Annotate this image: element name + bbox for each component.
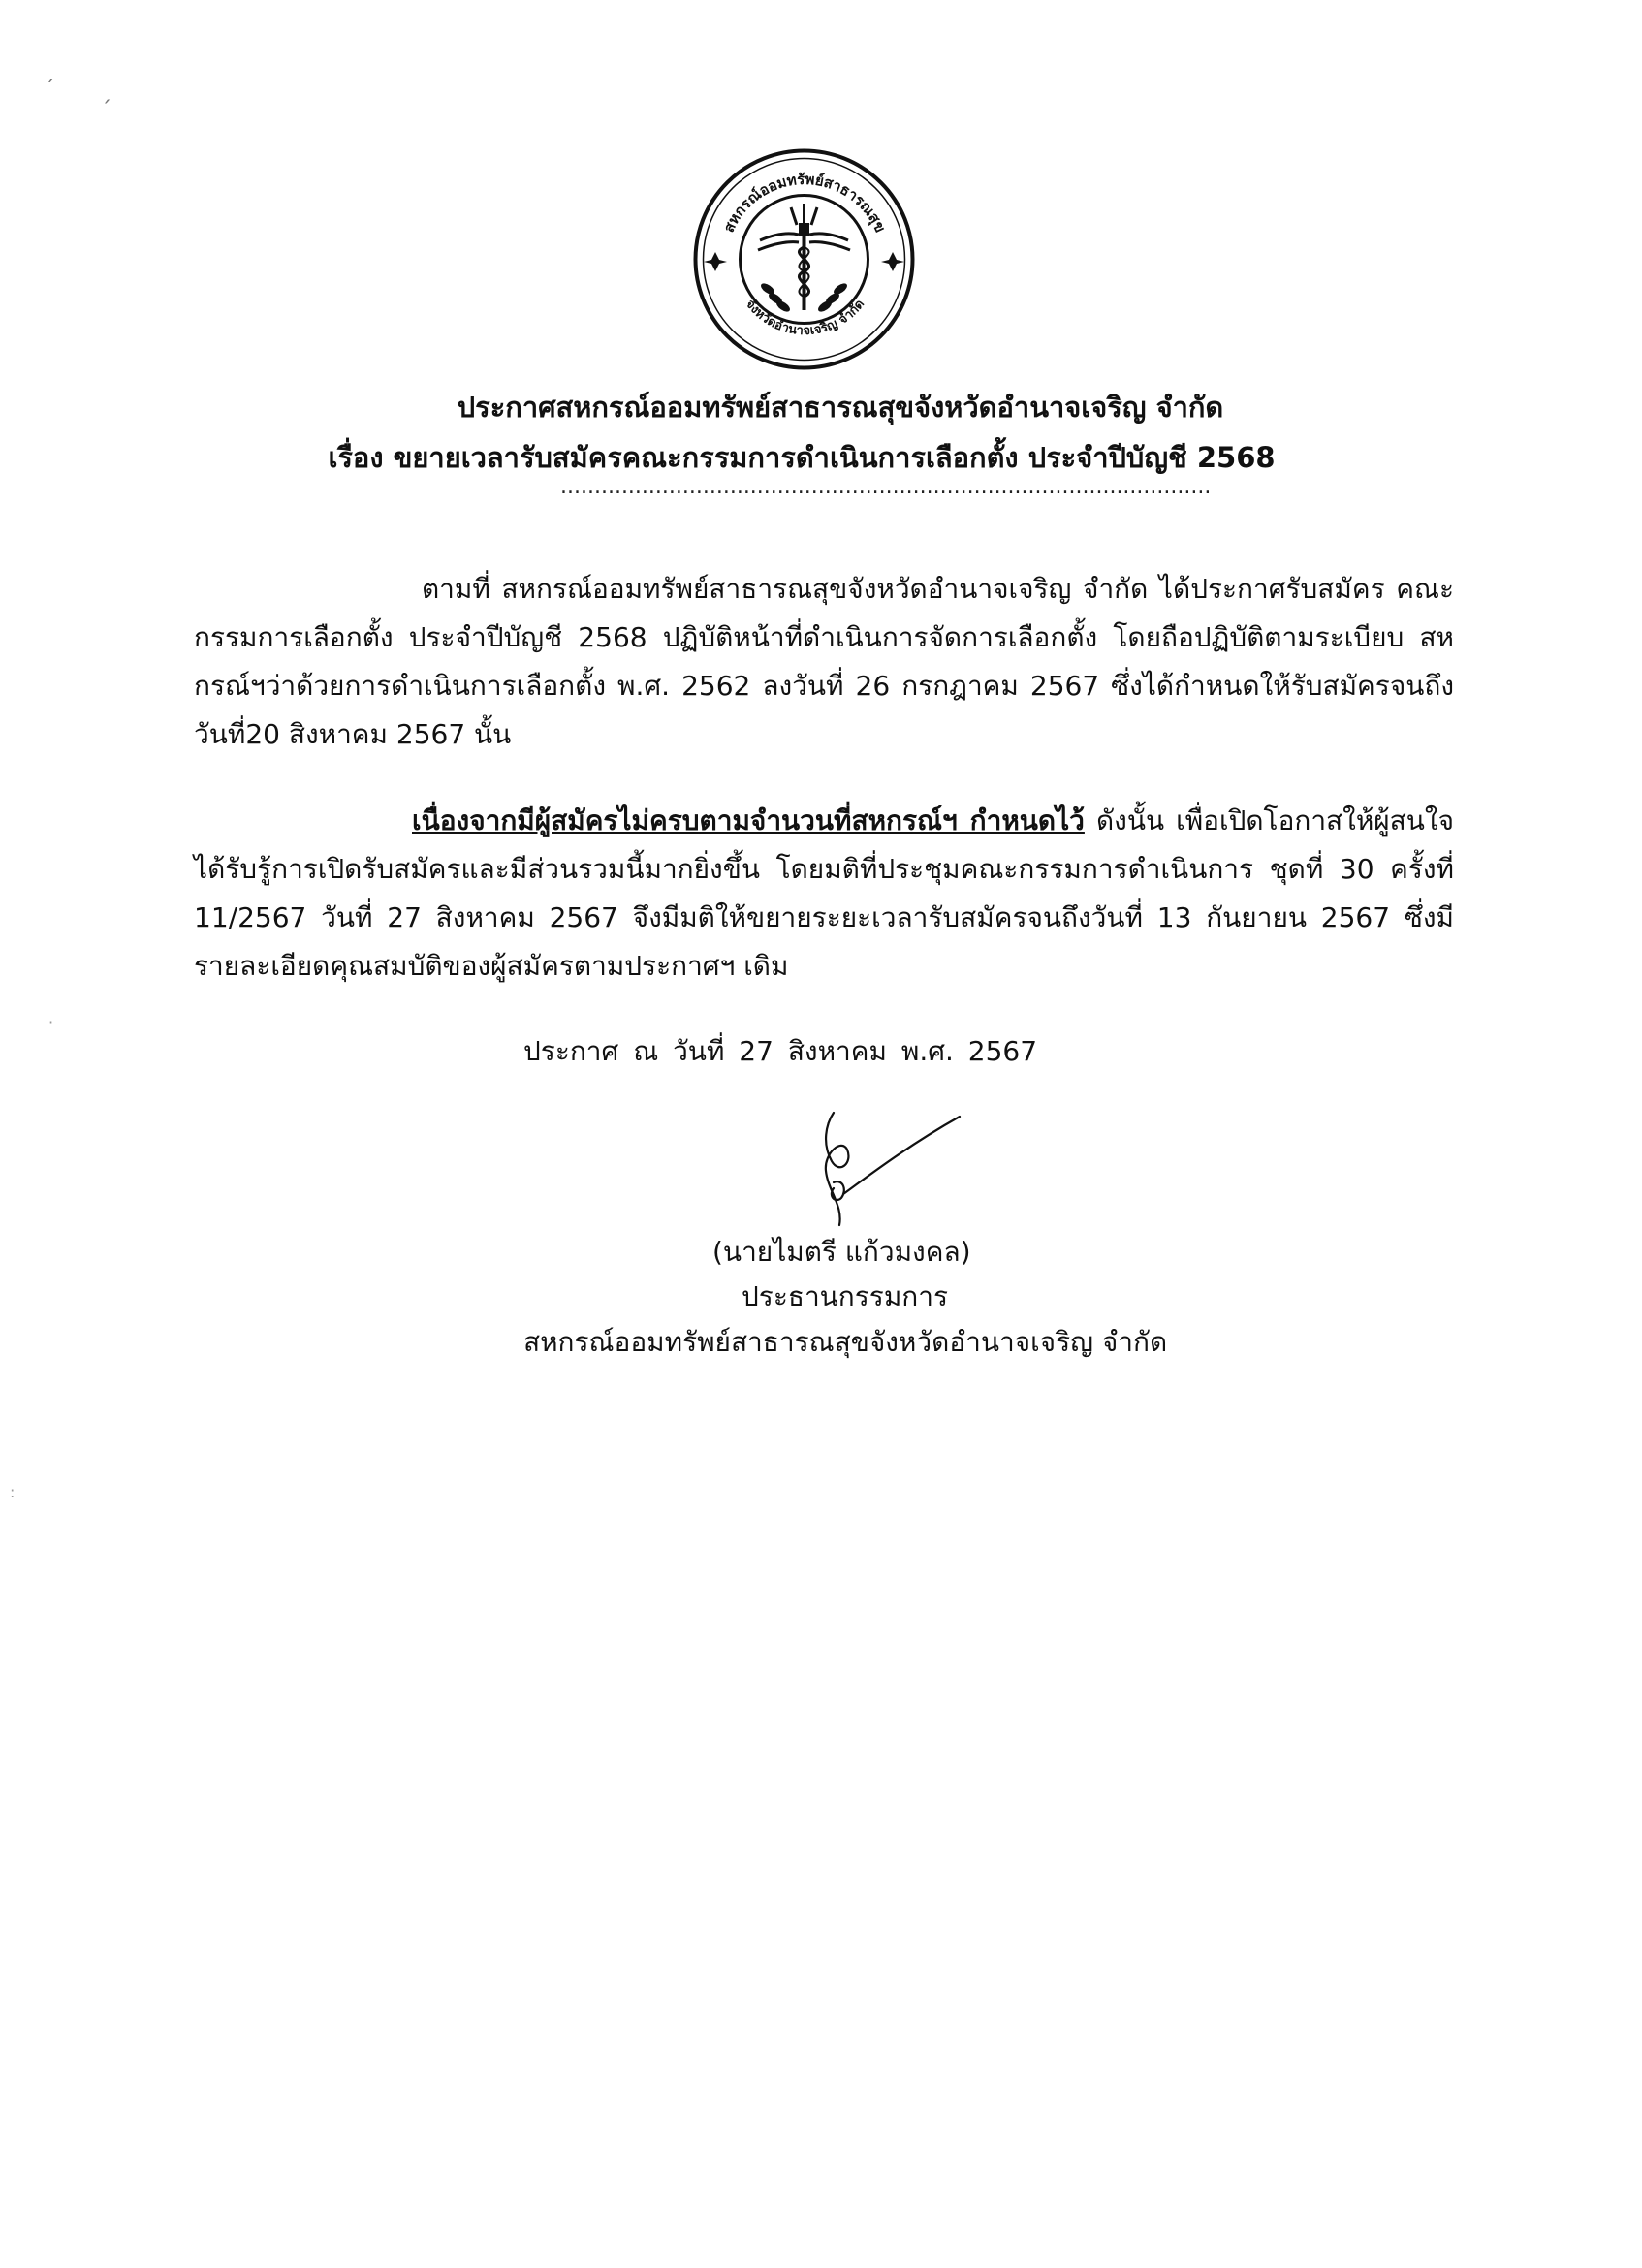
dotted-separator: ................................................................................................ xyxy=(560,475,1212,499)
paragraph-2-emphasis: เนื่องจากมีผู้สมัครไม่ครบตามจำนวนที่สหกรณ์ฯ กำหนดไว้ xyxy=(412,804,1085,836)
announcement-title: ประกาศสหกรณ์ออมทรัพย์สาธารณสุขจังหวัดอำนาจเจริญ จำกัด xyxy=(457,391,1224,424)
announcement-subject: เรื่อง ขยายเวลารับสมัครคณะกรรมการดำเนินการเลือกตั้ง ประจำปีบัญชี 2568 xyxy=(328,441,1276,474)
seal-top-text: สหกรณ์ออมทรัพย์สาธารณสุข xyxy=(719,170,890,236)
body-paragraph-2 xyxy=(194,797,1454,991)
scan-speck: ˏ xyxy=(101,79,111,104)
organization-seal-logo xyxy=(690,145,918,373)
body-paragraph-1 xyxy=(194,565,1454,759)
scan-speck: ˊ xyxy=(45,78,55,102)
signer-name: (นายไมตรี แก้วมงคล) xyxy=(712,1236,971,1268)
scan-speck: : xyxy=(10,1483,16,1501)
paragraph-2-text: ดังนั้น เพื่อเปิดโอกาสให้ผู้สนใจ ได้รับรู้การเปิดรับสมัครและมีส่วนรวมนี้มากยิ่งขึ้น โดยมติที่ประชุมคณะกรรมการดำเนินการ ชุดที่ 30 ครั้งที่ 11/2567 วันที่ 27 สิงหาคม 2567 จึงมีมติให้ขยายระยะเวลารับสมัครจนถึงวันที่ 13 กันยายน 2567 ซึ่งมี รายละเอียดคุณสมบัติของผู้สมัครตามประกาศฯ เดิม xyxy=(194,804,1454,982)
signer-organization: สหกรณ์ออมทรัพย์สาธารณสุขจังหวัดอำนาจเจริญ จำกัด xyxy=(523,1326,1168,1358)
scan-speck: · xyxy=(48,1013,54,1031)
signer-position: ประธานกรรมการ xyxy=(742,1280,949,1312)
paragraph-1-text: ตามที่ สหกรณ์ออมทรัพย์สาธารณสุขจังหวัดอำนาจเจริญ จำกัด ได้ประกาศรับสมัคร คณะกรรมการเลือกตั้ง ประจำปีบัญชี 2568 ปฏิบัติหน้าที่ดำเนินการจัดการเลือกตั้ง โดยถือปฏิบัติตามระเบียบ สหกรณ์ฯว่าด้วยการดำเนินการเลือกตั้ง พ.ศ. 2562 ลงวันที่ 26 กรกฎาคม 2567 ซึ่งได้กำหนดให้รับสมัครจนถึง วันที่20 สิงหาคม 2567 นั้น xyxy=(194,573,1454,750)
handwritten-signature xyxy=(805,1105,969,1231)
seal-bottom-text: จังหวัดอำนาจเจริญ จำกัด xyxy=(742,297,868,339)
announcement-date: ประกาศ ณ วันที่ 27 สิงหาคม พ.ศ. 2567 xyxy=(523,1035,1038,1067)
